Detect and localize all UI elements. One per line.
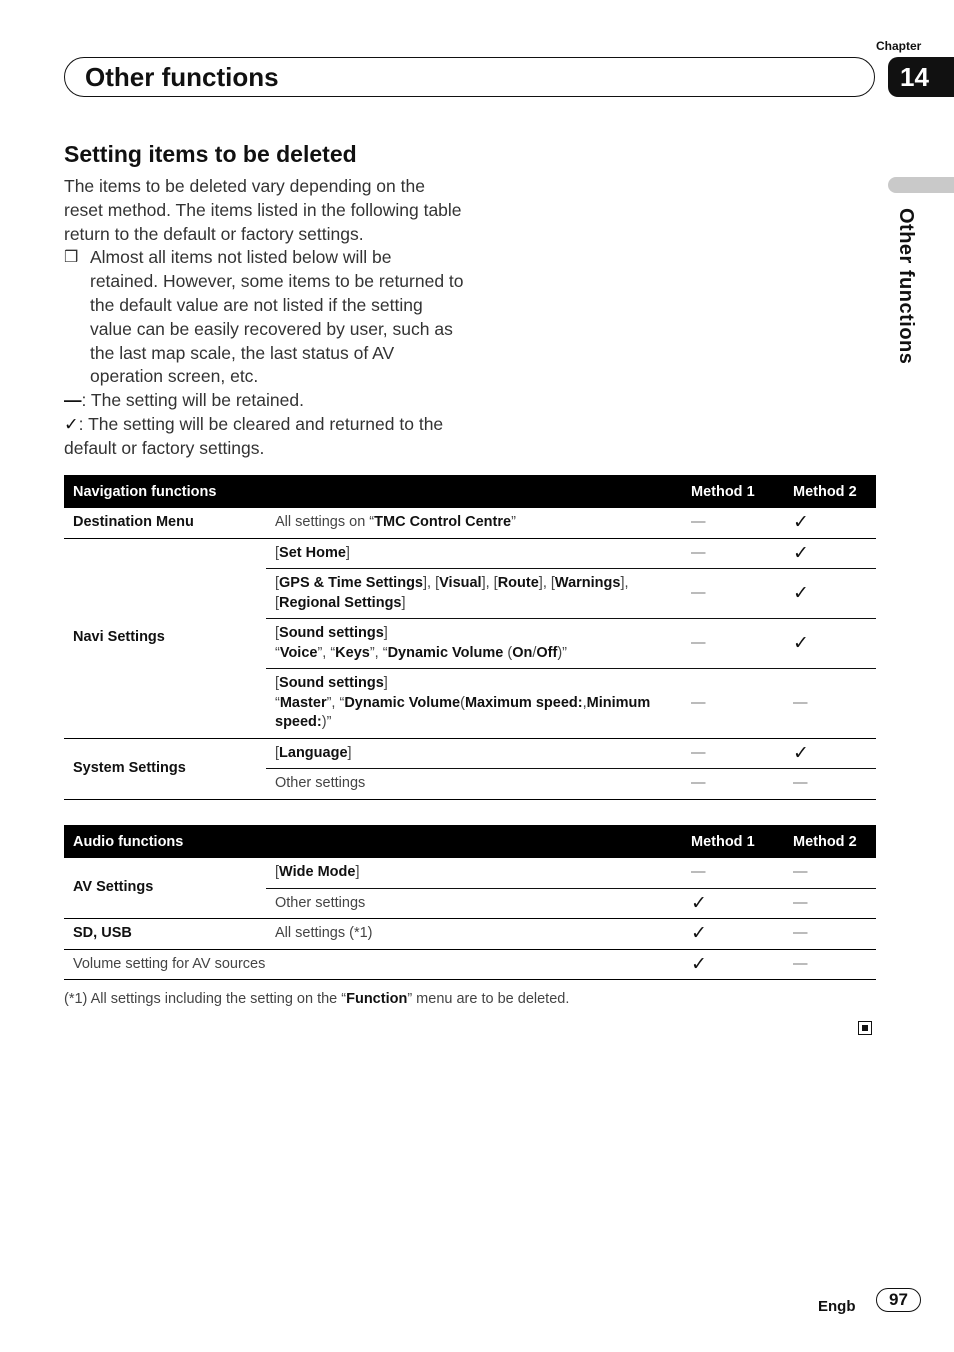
check-icon: ✓ bbox=[784, 738, 876, 769]
audio-functions-table bbox=[64, 825, 876, 980]
row-detail: [Sound settings] “Voice”, “Keys”, “Dynamic Volume (On/Off)” bbox=[266, 619, 682, 669]
row-detail: [Language] bbox=[266, 738, 682, 769]
legend-check-text: : The setting will be cleared and returned to the default or factory settings. bbox=[64, 413, 444, 458]
table-row bbox=[64, 858, 876, 888]
method-2-value: — bbox=[784, 669, 876, 739]
section-body bbox=[64, 175, 464, 461]
note-item bbox=[64, 246, 464, 389]
row-detail: Other settings bbox=[266, 769, 682, 800]
method-2-value: — bbox=[784, 888, 876, 919]
check-icon: ✓ bbox=[682, 888, 784, 919]
method-1-value: — bbox=[682, 538, 784, 569]
row-detail-volume-setting: Volume setting for AV sources bbox=[64, 949, 682, 980]
row-detail: All settings (*1) bbox=[266, 919, 682, 950]
section-heading: Setting items to be deleted bbox=[64, 141, 357, 167]
checkbox-bullet-icon: ❒ bbox=[64, 249, 79, 267]
method-1-value: — bbox=[682, 619, 784, 669]
row-detail: [Sound settings] “Master”, “Dynamic Volume(Maximum speed:,Minimum speed:)” bbox=[266, 669, 682, 739]
side-index-tab bbox=[888, 177, 954, 193]
row-label-system-settings: System Settings bbox=[64, 738, 266, 799]
method-1-value: — bbox=[682, 569, 784, 619]
row-label-sd-usb: SD, USB bbox=[64, 919, 266, 950]
method-2-value: — bbox=[784, 949, 876, 980]
header-method-2: Method 2 bbox=[784, 475, 876, 508]
check-icon: ✓ bbox=[784, 619, 876, 669]
check-icon: ✓ bbox=[64, 413, 79, 434]
page-number: 97 bbox=[876, 1288, 921, 1312]
language-code: Engb bbox=[818, 1298, 856, 1315]
check-icon: ✓ bbox=[784, 569, 876, 619]
row-detail: Other settings bbox=[266, 888, 682, 919]
table-row bbox=[64, 949, 876, 980]
chapter-label: Chapter bbox=[876, 39, 922, 53]
table-header-row bbox=[64, 825, 876, 858]
check-icon: ✓ bbox=[682, 919, 784, 950]
row-detail: [Wide Mode] bbox=[266, 858, 682, 888]
row-detail: All settings on “TMC Control Centre” bbox=[266, 508, 682, 538]
header-method-1: Method 1 bbox=[682, 475, 784, 508]
header-method-1: Method 1 bbox=[682, 825, 784, 858]
row-label-navi-settings: Navi Settings bbox=[64, 538, 266, 738]
intro-paragraph: The items to be deleted vary depending on the reset method. The items listed in the following table return to the default or factory settings. bbox=[64, 176, 462, 244]
navigation-functions-table bbox=[64, 475, 876, 800]
table-row bbox=[64, 508, 876, 538]
method-1-value: — bbox=[682, 669, 784, 739]
footnote: (*1) All settings including the setting on the “Function” menu are to be deleted. bbox=[64, 991, 570, 1007]
table-header-row bbox=[64, 475, 876, 508]
method-1-value: — bbox=[682, 858, 784, 888]
method-2-value: — bbox=[784, 858, 876, 888]
method-2-value: — bbox=[784, 919, 876, 950]
table-row bbox=[64, 738, 876, 769]
legend-check bbox=[64, 413, 464, 461]
table-row bbox=[64, 919, 876, 950]
method-1-value: — bbox=[682, 508, 784, 538]
table-row bbox=[64, 538, 876, 569]
check-icon: ✓ bbox=[784, 538, 876, 569]
method-1-value: — bbox=[682, 769, 784, 800]
method-2-value: — bbox=[784, 769, 876, 800]
note-text: Almost all items not listed below will be retained. However, some items to be returned to the default value are not listed if the setting value can be easily recovered by user, such as the last map scale, the last status of AV operation screen, etc. bbox=[90, 247, 464, 387]
row-detail: [Set Home] bbox=[266, 538, 682, 569]
header-method-2: Method 2 bbox=[784, 825, 876, 858]
row-detail: [GPS & Time Settings], [Visual], [Route], [Warnings], [Regional Settings] bbox=[266, 569, 682, 619]
chapter-number-tab: 14 bbox=[888, 57, 954, 97]
method-1-value: — bbox=[682, 738, 784, 769]
check-icon: ✓ bbox=[784, 508, 876, 538]
row-label-av-settings: AV Settings bbox=[64, 858, 266, 919]
legend-dash bbox=[64, 389, 464, 413]
page-title: Other functions bbox=[64, 57, 875, 97]
header-navigation-functions: Navigation functions bbox=[64, 475, 682, 508]
row-label-destination-menu: Destination Menu bbox=[64, 508, 266, 538]
side-section-label: Other functions bbox=[895, 208, 917, 365]
end-of-section-icon bbox=[858, 1021, 872, 1035]
check-icon: ✓ bbox=[682, 949, 784, 980]
legend-dash-text: : The setting will be retained. bbox=[81, 390, 304, 411]
header-audio-functions: Audio functions bbox=[64, 825, 682, 858]
dash-symbol: — bbox=[64, 390, 82, 411]
